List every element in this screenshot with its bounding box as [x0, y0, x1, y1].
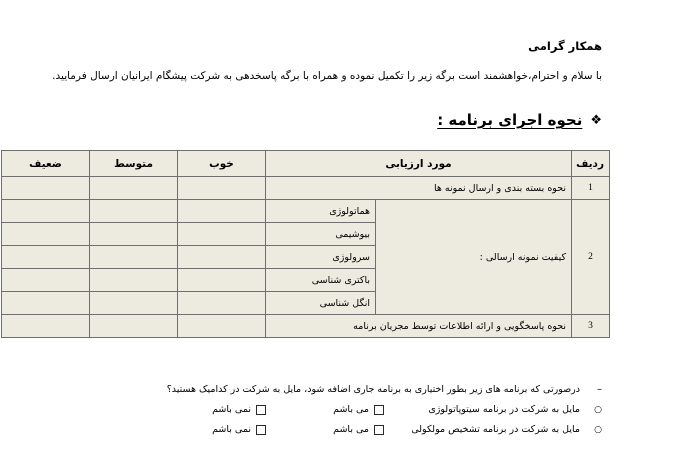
column-header-medium: متوسط — [90, 151, 178, 177]
optional-programs-question-block — [77, 384, 602, 444]
evaluation-table — [1, 150, 610, 338]
greeting-title: همکار گرامی — [528, 39, 602, 53]
choice-no-label-molecular: نمی باشم — [212, 424, 251, 435]
row-index-3: 3 — [572, 315, 610, 338]
rating-cell-weak-hematology[interactable] — [2, 200, 90, 223]
subitem-serology: سرولوژی — [266, 246, 376, 269]
table-row — [2, 200, 610, 223]
choice-no-cytopathology[interactable] — [148, 404, 266, 415]
option-label-cytopathology: مایل به شرکت در برنامه سیتوپاتولوژی — [428, 404, 580, 415]
subitem-parasitology: انگل شناسی — [266, 292, 376, 315]
table-row — [2, 315, 610, 338]
choice-yes-cytopathology[interactable] — [266, 404, 384, 415]
rating-cell-medium-row1[interactable] — [90, 177, 178, 200]
rating-cell-good-hematology[interactable] — [178, 200, 266, 223]
section-heading-label: نحوه اجرای برنامه : — [437, 111, 583, 129]
rating-cell-weak-serology[interactable] — [2, 246, 90, 269]
table-header-row — [2, 151, 610, 177]
rating-cell-good-serology[interactable] — [178, 246, 266, 269]
rating-cell-weak-row1[interactable] — [2, 177, 90, 200]
checkbox-icon-yes-cytopathology[interactable] — [374, 405, 384, 415]
rating-cell-medium-row3[interactable] — [90, 315, 178, 338]
rating-cell-good-row1[interactable] — [178, 177, 266, 200]
option-row-cytopathology — [77, 404, 602, 415]
rating-cell-weak-row3[interactable] — [2, 315, 90, 338]
choice-no-molecular[interactable] — [148, 424, 266, 435]
dash-marker-icon: – — [597, 384, 602, 395]
rating-cell-medium-bacteriology[interactable] — [90, 269, 178, 292]
rating-cell-medium-biochemistry[interactable] — [90, 223, 178, 246]
choice-yes-label-molecular: می باشم — [333, 424, 369, 435]
option-label-molecular: مایل به شرکت در برنامه تشخیص مولکولی — [411, 424, 580, 435]
column-header-weak: ضعیف — [2, 151, 90, 177]
subitem-hematology: هماتولوژی — [266, 200, 376, 223]
evaluation-table-container — [29, 150, 610, 338]
choice-yes-label-cytopathology: می باشم — [333, 404, 369, 415]
greeting-body-text: با سلام و احترام،خواهشمند است برگه زیر را تکمیل نموده و همراه با برگه پاسخدهی به شرکت پیشگام ایرانیان ارسال فرمایید. — [52, 70, 602, 82]
rating-cell-good-biochemistry[interactable] — [178, 223, 266, 246]
option-row-molecular — [77, 424, 602, 435]
question-row — [77, 384, 602, 395]
circle-bullet-icon: ○ — [594, 404, 602, 415]
rating-cell-good-row3[interactable] — [178, 315, 266, 338]
choice-yes-molecular[interactable] — [266, 424, 384, 435]
rating-cell-weak-bacteriology[interactable] — [2, 269, 90, 292]
rating-cell-medium-hematology[interactable] — [90, 200, 178, 223]
diamond-bullet-icon: ❖ — [590, 112, 602, 128]
subitem-bacteriology: باکتری شناسی — [266, 269, 376, 292]
table-row — [2, 177, 610, 200]
row-index-2: 2 — [572, 200, 610, 315]
rating-cell-good-bacteriology[interactable] — [178, 269, 266, 292]
column-header-good: خوب — [178, 151, 266, 177]
rating-cell-weak-biochemistry[interactable] — [2, 223, 90, 246]
rating-cell-medium-serology[interactable] — [90, 246, 178, 269]
checkbox-icon-no-cytopathology[interactable] — [256, 405, 266, 415]
subitem-biochemistry: بیوشیمی — [266, 223, 376, 246]
row-item-1: نحوه بسته بندی و ارسال نمونه ها — [266, 177, 572, 200]
section-heading — [437, 111, 602, 129]
row-index-1: 1 — [572, 177, 610, 200]
column-header-index: ردیف — [572, 151, 610, 177]
rating-cell-weak-parasitology[interactable] — [2, 292, 90, 315]
choice-no-label-cytopathology: نمی باشم — [212, 404, 251, 415]
row-item-3: نحوه پاسخگویی و ارائه اطلاعات توسط مجریان برنامه — [266, 315, 572, 338]
column-header-item: مورد ارزیابی — [266, 151, 572, 177]
checkbox-icon-no-molecular[interactable] — [256, 425, 266, 435]
row-item-2: کیفیت نمونه ارسالی : — [376, 200, 572, 315]
circle-bullet-icon: ○ — [594, 424, 602, 435]
question-text: درصورتی که برنامه های زیر بطور اختیاری به برنامه جاری اضافه شود، مایل به شرکت در کدامیک هستید؟ — [166, 384, 580, 395]
rating-cell-medium-parasitology[interactable] — [90, 292, 178, 315]
checkbox-icon-yes-molecular[interactable] — [374, 425, 384, 435]
rating-cell-good-parasitology[interactable] — [178, 292, 266, 315]
